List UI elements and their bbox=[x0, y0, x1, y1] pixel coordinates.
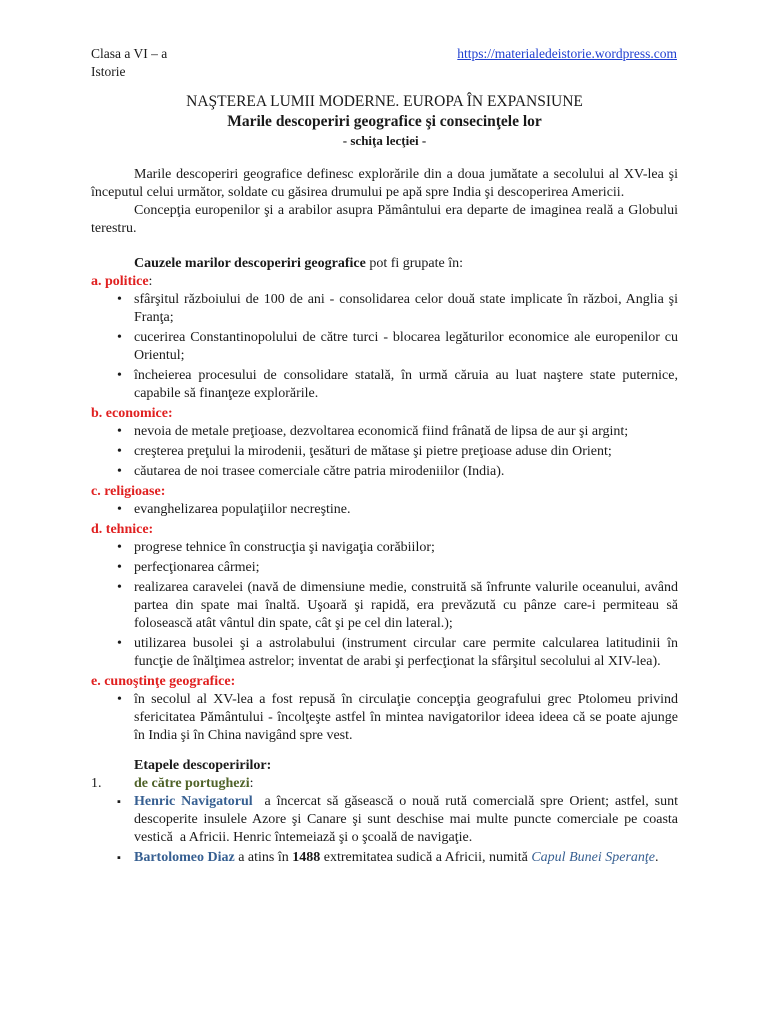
causes-heading bbox=[91, 255, 678, 273]
section-politice-heading bbox=[91, 273, 678, 291]
causes-heading-bold: Cauzele marilor descoperiri geografice bbox=[134, 256, 366, 271]
list-item-text: căutarea de noi trasee comerciale către patria mirodeniilor (India). bbox=[134, 464, 505, 479]
section-cunostinte-label: e. cunoştinţe geografice: bbox=[91, 674, 236, 689]
square-bullet-icon: ▪ bbox=[117, 796, 121, 808]
list-item bbox=[91, 329, 678, 365]
bullet-icon: • bbox=[117, 636, 122, 651]
intro-paragraph-2: Concepţia europenilor şi a arabilor asupra Pământului era departe de imaginea reală a Globului terestru. bbox=[91, 203, 678, 236]
explorer-year: 1488 bbox=[292, 850, 321, 865]
section-politice-colon: : bbox=[148, 274, 153, 289]
list-item-text: sfârşitul războiului de 100 de ani - consolidarea celor două state implicate în război, Anglia şi Franţa; bbox=[134, 292, 678, 325]
bullet-icon: • bbox=[117, 424, 122, 439]
header-left bbox=[91, 45, 167, 81]
list-item-text: utilizarea busolei şi a astrolabului (instrument circular care permite calcularea latitudinii în funcţie de înălţimea astrelor; inventat de arabi şi perfecţionat la sfârşitul secolului al XIV-lea). bbox=[134, 636, 678, 669]
economice-list bbox=[91, 423, 678, 481]
list-item bbox=[91, 367, 678, 403]
bullet-icon: • bbox=[117, 444, 122, 459]
explorer-text: extremitatea sudică a Africii, numită bbox=[320, 850, 532, 865]
list-item-text: cucerirea Constantinopolului de către turci - blocarea legăturilor economice ale europenilor cu Orientul; bbox=[134, 330, 678, 363]
list-item-text: în secolul al XV-lea a fost repusă în circulaţie concepţia geografului grec Ptolomeu privind sfericitatea Pământului - încolţeşte astfel în mintea navigatorilor ideea ideea că se poate ajunge în India şi în China navigând spre vest. bbox=[134, 692, 678, 743]
list-item-text: încheierea procesului de consolidare statală, în urmă căruia au luat naştere state puternice, capabile să finanţeze explorările. bbox=[134, 368, 678, 401]
place-name: Capul Bunei Speranţe bbox=[531, 850, 655, 865]
stages-heading-text: Etapele descoperirilor: bbox=[134, 758, 272, 773]
stage-1-list bbox=[91, 793, 682, 867]
causes-heading-rest: pot fi grupate în: bbox=[365, 256, 464, 271]
explorer-name: Bartolomeo Diaz bbox=[134, 850, 235, 865]
bullet-icon: • bbox=[117, 692, 122, 707]
document-body bbox=[91, 92, 682, 869]
section-tehnice-label: d. tehnice: bbox=[91, 522, 154, 537]
explorer-text: a încercat să găsească o nouă rută comercială spre Orient; astfel, sunt descoperite insulele Azore şi Canare şi sunt deschise mai multe puncte comerciale pe coasta vestică a Africii. Henric întemeiază şi o şcoală de navigaţie. bbox=[134, 794, 682, 845]
list-item bbox=[91, 635, 678, 671]
list-item-text: creşterea preţului la mirodenii, ţesături de mătase şi pietre preţioase aduse din Orient; bbox=[134, 444, 612, 459]
stage-number: 1. bbox=[91, 776, 102, 791]
intro-paragraph-1: Marile descoperiri geografice definesc explorările din a doua jumătate a secolului al XV-lea şi începutul celui următor, soldate cu găsirea drumului pe apă spre India şi descoperirea Americii. bbox=[91, 167, 678, 200]
bullet-icon: • bbox=[117, 292, 122, 307]
list-item-text: evanghelizarea populaţiilor necreştine. bbox=[134, 502, 351, 517]
list-item bbox=[91, 691, 678, 745]
subject-line: Istorie bbox=[91, 64, 126, 79]
explorer-name: Henric Navigatorul bbox=[134, 794, 253, 809]
list-item bbox=[91, 559, 678, 577]
bullet-icon: • bbox=[117, 560, 122, 575]
list-item-text: nevoia de metale preţioase, dezvoltarea economică fiind frânată de lipsa de aur şi argint; bbox=[134, 424, 629, 439]
tehnice-list bbox=[91, 539, 678, 671]
bullet-icon: • bbox=[117, 502, 122, 517]
list-item bbox=[91, 849, 678, 867]
bullet-icon: • bbox=[117, 580, 122, 595]
list-item bbox=[91, 793, 682, 847]
list-item-text: realizarea caravelei (navă de dimensiune medie, construită să înfrunte valurile oceanului, având partea din spate mai înaltă. Uşoară şi rapidă, era prevăzută cu pânze care-i permiteau să folosească atât vântul din spate, cât şi pe cel din lateral.); bbox=[134, 580, 678, 631]
page-subtitle: Marile descoperiri geografice şi consecinţele lor bbox=[227, 113, 542, 130]
list-item bbox=[91, 501, 678, 519]
stage-1-colon: : bbox=[249, 776, 254, 791]
section-religioase-label: c. religioase: bbox=[91, 484, 166, 499]
bullet-icon: • bbox=[117, 330, 122, 345]
page-title: NAŞTEREA LUMII MODERNE. EUROPA ÎN EXPANSIUNE bbox=[186, 93, 583, 110]
list-item-text: perfecţionarea cârmei; bbox=[134, 560, 260, 575]
cunostinte-list bbox=[91, 691, 678, 745]
list-item bbox=[91, 443, 678, 461]
stage-1-label: de către portughezi bbox=[134, 776, 250, 791]
list-item bbox=[91, 423, 678, 441]
list-item-text: progrese tehnice în construcţia şi navigaţia corăbiilor; bbox=[134, 540, 435, 555]
bullet-icon: • bbox=[117, 368, 122, 383]
section-politice-label: a. politice bbox=[91, 274, 149, 289]
list-item bbox=[91, 579, 678, 633]
lesson-note: - schiţa lecţiei - bbox=[342, 133, 427, 148]
section-economice-label: b. economice: bbox=[91, 406, 173, 421]
bullet-icon: • bbox=[117, 540, 122, 555]
list-item bbox=[91, 291, 678, 327]
square-bullet-icon: ▪ bbox=[117, 852, 121, 864]
explorer-text-end: . bbox=[655, 850, 659, 865]
blog-link[interactable]: https://materialedeistorie.wordpress.com bbox=[457, 46, 677, 61]
religioase-list bbox=[91, 501, 678, 519]
class-line: Clasa a VI – a bbox=[91, 46, 168, 61]
explorer-text: a atins în bbox=[234, 850, 293, 865]
bullet-icon: • bbox=[117, 464, 122, 479]
stage-1-heading bbox=[91, 775, 678, 793]
stages-heading bbox=[91, 757, 678, 775]
list-item bbox=[91, 539, 678, 557]
list-item bbox=[91, 463, 678, 481]
politice-list bbox=[91, 291, 678, 403]
